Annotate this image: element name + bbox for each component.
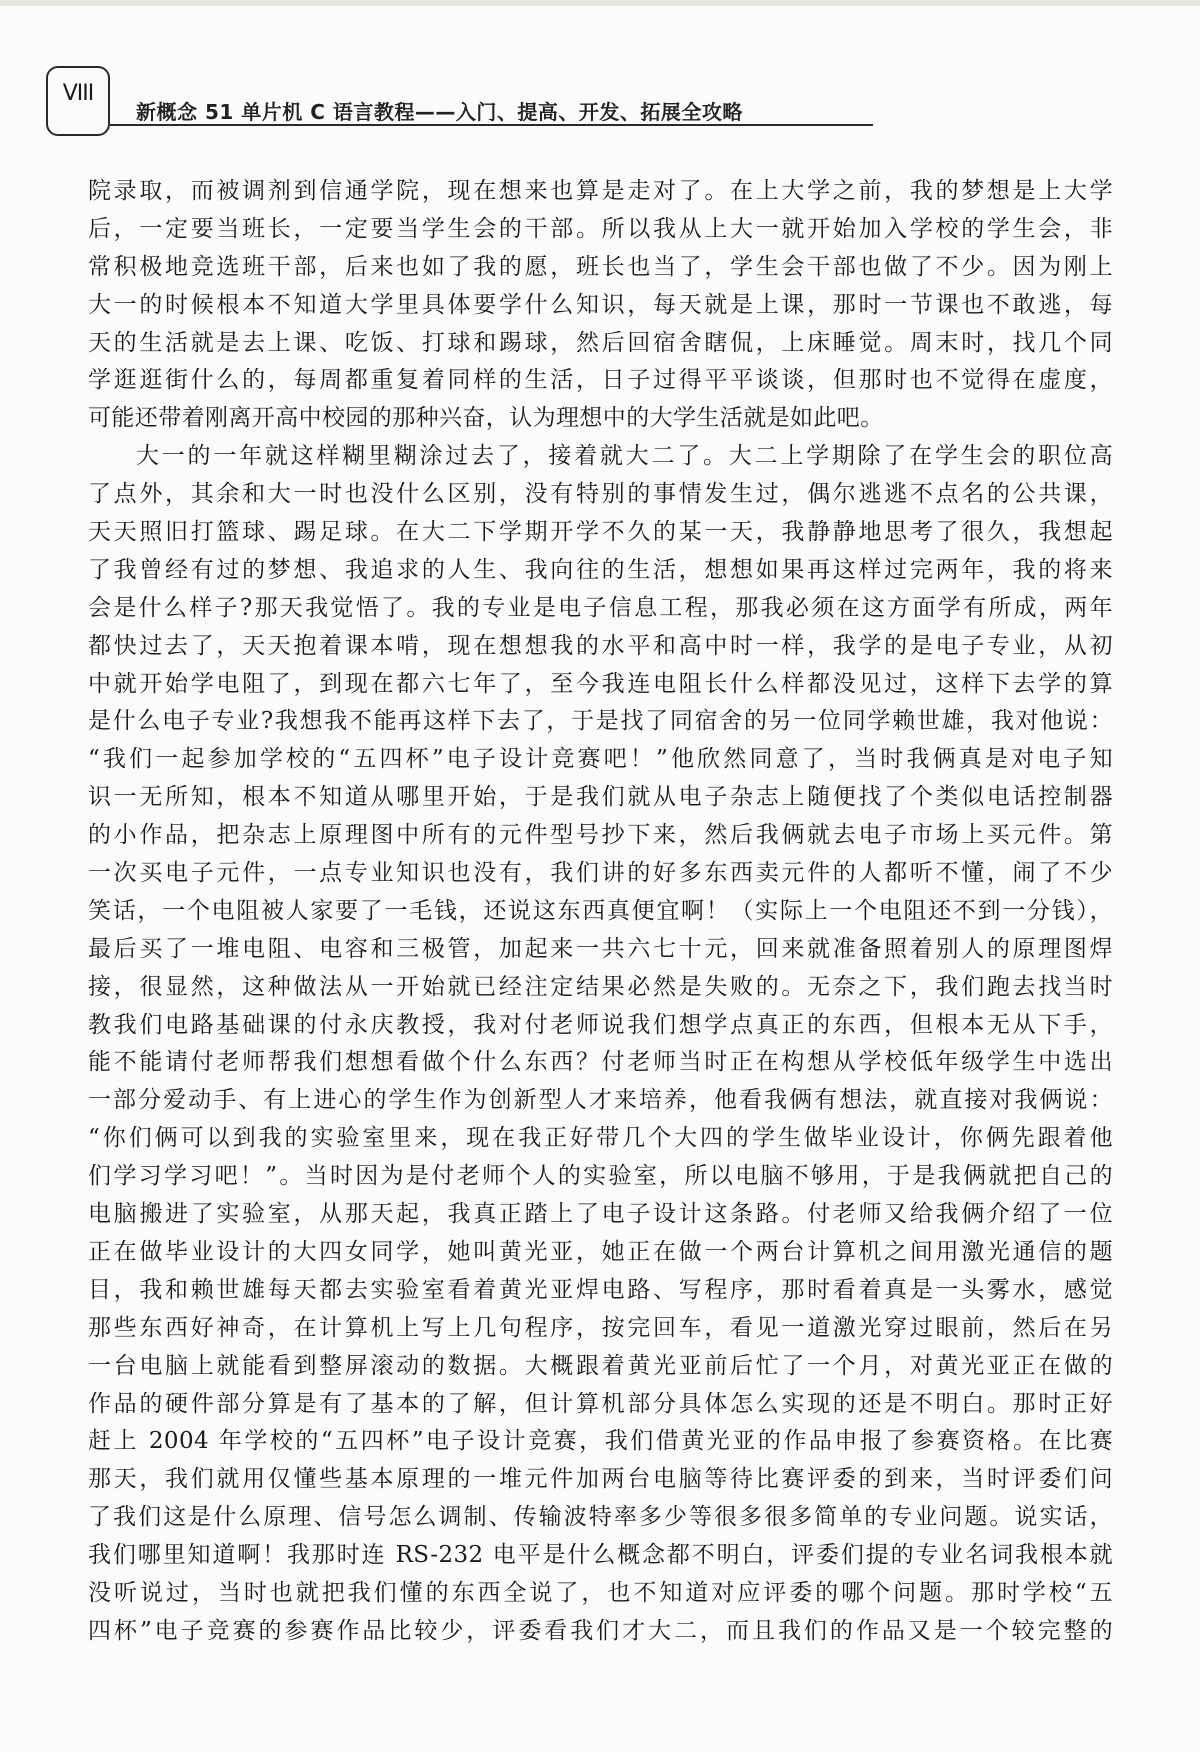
text-line: 赶上 2004 年学校的“五四杯”电子设计竞赛，我们借黄光亚的作品申报了参赛资格。在比赛 xyxy=(88,1428,1113,1455)
text-line: 最后买了一堆电阻、电容和三极管，加起来一共六七十元，回来就准备照着别人的原理图焊 xyxy=(88,935,1113,962)
text-line: 四杯”电子竞赛的参赛作品比较少，评委看我们才大二，而且我们的作品又是一个较完整的 xyxy=(88,1617,1113,1644)
text-line: 会是什么样子?那天我觉悟了。我的专业是电子信息工程，那我必须在这方面学有所成，两年 xyxy=(88,594,1113,621)
text-line: 学逛逛街什么的，每周都重复着同样的生活，日子过得平平谈谈，但那时也不觉得在虚度， xyxy=(88,367,1113,394)
text-line: 那些东西好神奇，在计算机上写上几句程序，按完回车，看见一道激光穿过眼前，然后在另 xyxy=(88,1314,1113,1341)
page-number: VIII xyxy=(46,66,110,136)
text-line: “我们一起参加学校的“五四杯”电子设计竞赛吧！”他欣然同意了，当时我俩真是对电子知 xyxy=(88,746,1113,773)
text-line: 大一的一年就这样糊里糊涂过去了，接着就大二了。大二上学期除了在学生会的职位高 xyxy=(136,443,1113,470)
text-line: 的小作品，把杂志上原理图中所有的元件型号抄下来，然后我俩就去电子市场上买元件。第 xyxy=(88,822,1113,849)
text-line: 那天，我们就用仅懂些基本原理的一堆元件加两台电脑等待比赛评委的到来，当时评委们问 xyxy=(88,1466,1113,1493)
text-line: 是什么电子专业?我想我不能再这样下去了，于是找了同宿舍的另一位同学赖世雄，我对他说： xyxy=(88,708,1113,735)
text-line: 笑话，一个电阻被人家要了一毛钱，还说这东西真便宜啊！（实际上一个电阻还不到一分钱）， xyxy=(88,897,1113,924)
text-line: 可能还带着刚离开高中校园的那种兴奋，认为理想中的大学生活就是如此吧。 xyxy=(88,405,884,432)
text-line: 了点外，其余和大一时也没什么区别，没有特别的事情发生过，偶尔逃逃不点名的公共课， xyxy=(88,481,1113,508)
paragraph-1 xyxy=(88,173,1113,438)
text-line: 天天照旧打篮球、踢足球。在大二下学期开学不久的某一天，我静静地思考了很久，我想起 xyxy=(88,519,1113,546)
text-line: 正在做毕业设计的大四女同学，她叫黄光亚，她正在做一个两台计算机之间用激光通信的题 xyxy=(88,1238,1113,1265)
text-line: 了我曾经有过的梦想、我追求的人生、我向往的生活，想想如果再这样过完两年，我的将来 xyxy=(88,556,1113,583)
text-line: 院录取，而被调剂到信通学院，现在想来也算是走对了。在上大学之前，我的梦想是上大学 xyxy=(88,178,1113,204)
text-line: 教我们电路基础课的付永庆教授，我对付老师说我们想学点真正的东西，但根本无从下手， xyxy=(88,1011,1113,1038)
text-line: 目，我和赖世雄每天都去实验室看着黄光亚焊电路、写程序，那时看着真是一头雾水，感觉 xyxy=(88,1276,1113,1303)
text-line: 没听说过，当时也就把我们懂的东西全说了，也不知道对应评委的哪个问题。那时学校“五 xyxy=(88,1579,1113,1606)
text-line: 我们哪里知道啊！我那时连 RS-232 电平是什么概念都不明白，评委们提的专业名词我根本就 xyxy=(88,1542,1113,1569)
text-line: 一部分爱动手、有上进心的学生作为创新型人才来培养，他看我俩有想法，就直接对我俩说： xyxy=(88,1087,1113,1114)
text-line: 天的生活就是去上课、吃饭、打球和踢球，然后回宿舍瞎侃，上床睡觉。周末时，找几个同 xyxy=(88,329,1113,356)
text-line: 常积极地竞选班干部，后来也如了我的愿，班长也当了，学生会干部也做了不少。因为刚上 xyxy=(88,253,1113,280)
text-line: 们学习学习吧！”。当时因为是付老师个人的实验室，所以电脑不够用，于是我俩就把自己的 xyxy=(88,1163,1113,1190)
running-header xyxy=(46,66,826,140)
text-line: 作品的硬件部分算是有了基本的了解，但计算机部分具体怎么实现的还是不明白。那时正好 xyxy=(88,1390,1113,1417)
text-line: 识一无所知，根本不知道从哪里开始，于是我们就从电子杂志上随便找了个类似电话控制器 xyxy=(88,784,1113,811)
text-line: 了我们这是什么原理、信号怎么调制、传输波特率多少等很多很多简单的专业问题。说实话， xyxy=(88,1504,1113,1531)
text-line: 接，很显然，这种做法从一开始就已经注定结果必然是失败的。无奈之下，我们跑去找当时 xyxy=(88,973,1113,1000)
text-line: 一次买电子元件，一点专业知识也没有，我们讲的好多东西卖元件的人都听不懂，闹了不少 xyxy=(88,860,1113,887)
text-line: 后，一定要当班长，一定要当学生会的干部。所以我从上大一就开始加入学校的学生会，非 xyxy=(88,215,1113,242)
text-line: 一台电脑上就能看到整屏滚动的数据。大概跟着黄光亚前后忙了一个月，对黄光亚正在做的 xyxy=(88,1352,1113,1379)
text-line: 都快过去了，天天抱着课本啃，现在想想我的水平和高中时一样，我学的是电子专业，从初 xyxy=(88,632,1113,659)
text-line: 大一的时候根本不知道大学里具体要学什么知识，每天就是上课，那时一节课也不敢逃，每 xyxy=(88,291,1113,318)
scan-top-edge xyxy=(0,0,1200,6)
text-line: “你们俩可以到我的实验室里来，现在我正好带几个大四的学生做毕业设计，你俩先跟着他 xyxy=(88,1125,1113,1152)
book-title: 新概念 51 单片机 C 语言教程——入门、提高、开发、拓展全攻略 xyxy=(136,100,743,124)
header-rule xyxy=(110,124,873,126)
text-line: 电脑搬进了实验室，从那天起，我真正踏上了电子设计这条路。付老师又给我俩介绍了一位 xyxy=(88,1201,1113,1228)
paragraph-2 xyxy=(88,438,1113,1651)
text-line: 能不能请付老师帮我们想想看做个什么东西？付老师当时正在构想从学校低年级学生中选出 xyxy=(88,1049,1113,1076)
body-text xyxy=(88,173,1113,1651)
text-line: 中就开始学电阻了，到现在都六七年了，至今我连电阻长什么样都没见过，这样下去学的算 xyxy=(88,670,1113,697)
